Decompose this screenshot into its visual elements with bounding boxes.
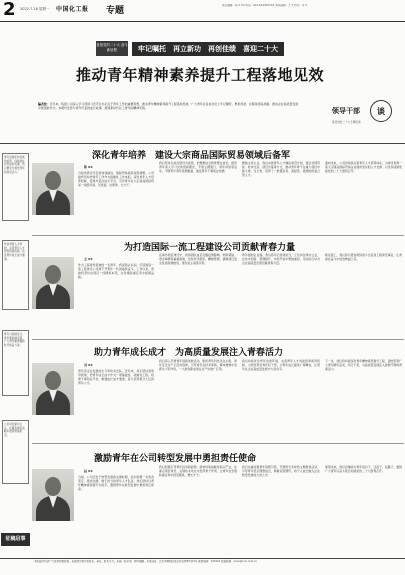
- logo-text: 领导干部: [332, 106, 360, 115]
- article-title: 助力青年成长成才 为高质量发展注入青春活力: [94, 348, 284, 358]
- page-header: [0, 0, 405, 22]
- article-author: 王 XX: [84, 257, 93, 261]
- article-column: 我们积极引导青年投身新能源、新材料等战略性新兴产业，在重点项目建设、关键技术攻关中发挥骨干作用，让青年在急难险重任务中经受锻炼、增长才干。: [159, 465, 237, 478]
- article-column: 展望未来，我们将继续为青年搭台子、压担子、指路子，激励广大青年以奋斗姿态迎接党的二十大胜利召开。: [325, 465, 402, 474]
- article-column: 我们注重加强青年思想引领，开展形式多样的主题教育活动，引导青年坚定理想信念，厚植家国情怀，将个人成长融入企业转型发展的大局之中。: [242, 465, 320, 478]
- footer-divider: [0, 558, 405, 559]
- article-column: 我们持续优化青年发展环境，完善青年人才选拔培养使用机制，大胆选用优秀年轻干部，为青年成长提供广阔舞台，让青年在企业高质量发展中大显身手。: [242, 359, 320, 372]
- author-photo: [32, 163, 74, 215]
- article-column: 新征程上，我们将以更加昂扬的斗志投身工程建设事业，让青春在奋斗中绽放绚丽之花。: [325, 253, 402, 262]
- column-logo: [330, 100, 398, 132]
- article-divider: [32, 339, 404, 340]
- article-title: 激励青年在公司转型发展中勇担责任使命: [94, 454, 257, 464]
- editor-note-label: 编者按：: [38, 102, 50, 106]
- article-column: 当前，公司正处于转型发展的关键时期，迫切需要一支政治坚定、素质过硬、敢于担当的青年人才队伍。我们坚持以青年精神素养提升为抓手，激励青年在转型发展中勇担责任使命。: [78, 475, 154, 492]
- sidebar: [0, 145, 30, 568]
- article-author: 陈 XX: [84, 165, 93, 169]
- page-title: 推动青年精神素养提升工程落地见效: [75, 66, 324, 84]
- footer-notice: 本版稿件欢迎广大读者积极投稿，来稿请注明作者姓名、单位、联系方式。来稿一经采用，即付稿酬。本报地址：北京市朝阳区亚运村安慧里X区X号 邮政编码：100101 投稿邮箱：xxxx@ccin.com.cn: [34, 560, 257, 563]
- article-column: 青年强则企业强。我们将牢记使命担当，立足岗位建功立业，在技术创新、管理提升、市场开拓中勇挑重担，用实际行动为企业高质量发展贡献青春力量。: [242, 253, 320, 266]
- sidebar-quote: 坚持党管人才原则，完善青年人才培养选拔机制，拓宽青年成长成才通道。: [2, 240, 29, 310]
- seal-icon: 谈: [370, 100, 392, 122]
- article-3: [32, 341, 404, 441]
- article-2: [32, 237, 404, 337]
- column-tag: 喜迎党的二十大 奋斗新征程: [96, 41, 128, 56]
- article-column: 我们深入开展青年创新创效活动，组织青年科技攻关小组、青年安全生产示范岗创建，引导青年在技术革新、降本增效中发挥生力军作用，一大批创新成果在生产中推广应用。: [159, 359, 237, 372]
- article-title: 深化青年培养 建设大宗商品国际贸易领域后备军: [92, 151, 291, 161]
- article-divider: [32, 443, 404, 444]
- banner-slogan: 牢记嘱托 再立新功 再创佳绩 喜迎二十大: [132, 42, 284, 56]
- page-number: 2: [3, 0, 16, 20]
- article-column: 我们坚持以政治建设为统领，把理想信念教育摆在首位，组织青年深入学习党的创新理论，开展主题团日、青年讲堂等活动，不断筑牢青年思想根基，激发青年干事创业热情。: [159, 161, 237, 174]
- article-author: 赵 XX: [84, 469, 93, 473]
- article-4: [32, 445, 404, 557]
- article-column: 聚焦主责主业，我们实施青年人才梯队建设计划，通过导师带徒、轮岗交流、项目历练等方式，推动青年骨干在重大项目中挑大梁、当主角，培养了一批懂业务、善经营、通规则的复合型人才。: [242, 161, 320, 178]
- article-divider: [32, 235, 404, 236]
- article-title: 为打造国际一流工程建设公司贡献青春力量: [124, 243, 296, 253]
- editor-credits: 责任编辑：陈 X XX 电话：010-64440XXXX 美术编辑：王 X 校对：李 X: [222, 4, 308, 7]
- author-photo: [32, 257, 74, 309]
- editor-note-text: 近年来，集团公司深入学习贯彻习近平总书记关于青年工作的重要思想，推动青年精神素养提升工程落地见效，广大青年在各自岗位上牢记嘱托、勇担使命，在服务国家战略、推动企业高质量发展中展现新作为。本期刊发部分青年代表的成长故事，展现新时代化工青年的精神风貌。: [38, 102, 299, 111]
- article-author: 刘 XX: [84, 363, 93, 367]
- section-divider: [0, 143, 405, 144]
- article-column: 当前世界百年变局加速演进，国际贸易格局深刻调整。公司始终坚持把青年工作作为战略性工作来抓，深化青年人才培养机制，搭建多层次成长平台，引导青年在大宗商品国际贸易一线经风雨、见世面、壮筋骨、长才干。: [78, 171, 154, 188]
- newspaper-name: 中国化工报: [56, 6, 89, 13]
- article-column: 青年是企业发展的生力军和突击队。近年来，我们坚持党建带团建，把青年成长成才作为一项基础性、战略性工程，搭建干事创业平台，畅通成长成才通道，着力培养堪当大任的青年人才。: [78, 369, 154, 386]
- author-photo: [32, 363, 74, 415]
- article-column: 下一步，我们将持续深化青年精神素养提升工程，团结带领广大青年踔厉奋发、笃行不怠，为高质量发展注入源源不断的青春活力。: [325, 359, 402, 372]
- sidebar-title: 征稿启事: [1, 533, 30, 546]
- editor-note: [38, 102, 300, 111]
- sidebar-quote: 青年兴则国家兴，青年强则国家强，广大青年要勇做新时代的奋斗者。: [2, 330, 29, 396]
- article-column: 在海外项目建设中，我和团队成员克服疫情影响、物资紧缺、语言障碍等重重困难，坚持科学组织、精细管理，确保项目安全优质高效推进，得到业主高度评价。: [159, 253, 237, 266]
- section-name: 专题: [106, 6, 125, 16]
- author-photo: [32, 469, 74, 521]
- logo-subtitle: 喜迎党的二十大专题报道: [332, 121, 361, 124]
- article-column: 作为工程建设领域的一名青年，我深刻认识到，打造国际一流工程建设公司离不开青年一代的接续奋斗。工作以来，我始终坚持在项目一线锤炼本领，在急难险重任务中砥砺品格。: [78, 263, 154, 280]
- article-column: 面向未来，公司将持续完善青年人才培养体系，为建设世界一流大宗商品国际贸易企业提供坚实的人才支撑，以优异成绩迎接党的二十大胜利召开。: [325, 161, 402, 174]
- issue-date: 2022.7.18 星期一: [20, 7, 50, 11]
- sidebar-quote: 立足岗位建功立业，在服务国家战略中展现青春担当。: [2, 420, 29, 484]
- article-1: [32, 145, 404, 233]
- sidebar-quote: 青年是国家和民族的希望，创新是社会进步的灵魂，我们要充分激发青年的创造活力。: [2, 153, 29, 221]
